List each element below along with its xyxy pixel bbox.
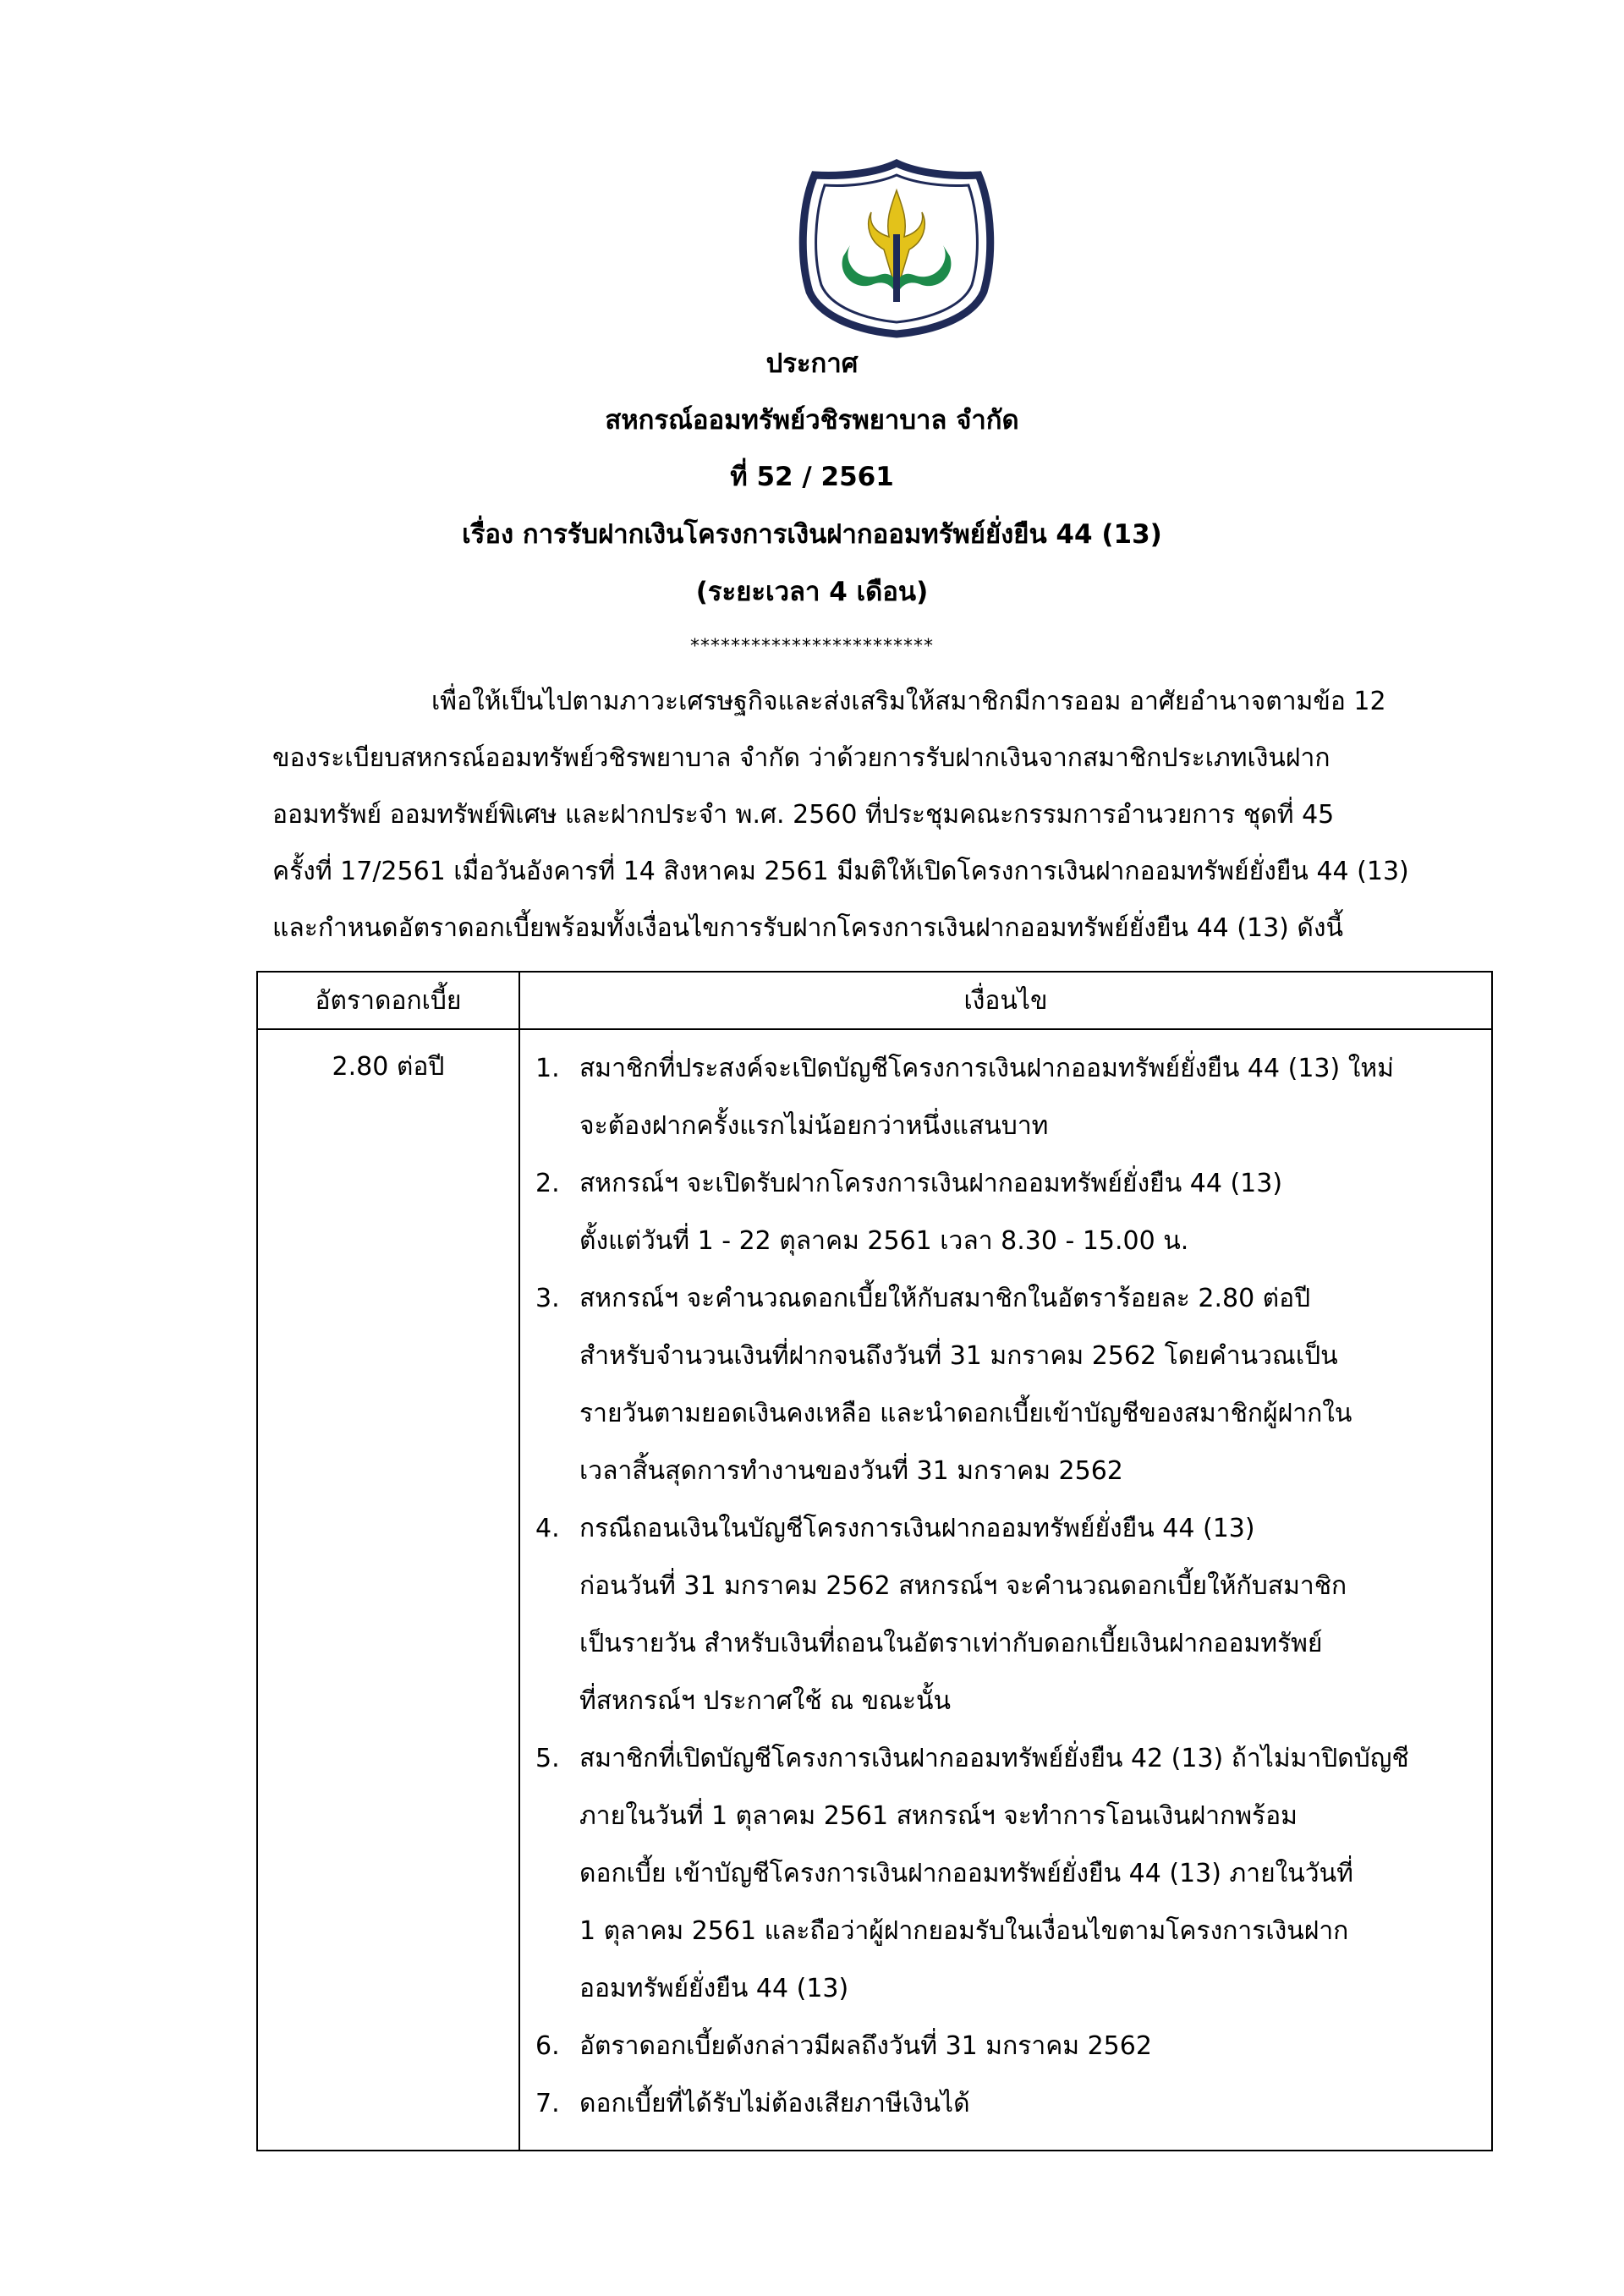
interest-rate-value: 2.80 ต่อปี [257,1029,519,2151]
intro-line-2: ของระเบียบสหกรณ์ออมทรัพย์วชิรพยาบาล จำกัด ว่าด้วยการรับฝากเงินจากสมาชิกประเภทเงินฝาก [272,743,1330,773]
conditions-table [256,971,1493,2151]
condition-text: ดอกเบี้ยที่ได้รับไม่ต้องเสียภาษีเงินได้ [579,2089,970,2118]
condition-text: สำหรับจำนวนเงินที่ฝากจนถึงวันที่ 31 มกราคม 2562 โดยคำนวณเป็น [579,1341,1338,1371]
condition-text: สหกรณ์ฯ จะเปิดรับฝากโครงการเงินฝากออมทรัพย์ยั่งยืน 44 (13) [579,1169,1283,1198]
header-conditions: เงื่อนไข [519,972,1492,1029]
condition-text: ดอกเบี้ย เข้าบัญชีโครงการเงินฝากออมทรัพย์ยั่งยืน 44 (13) ภายในวันที่ [579,1859,1353,1888]
condition-text: กรณีถอนเงินในบัญชีโครงการเงินฝากออมทรัพย์ยั่งยืน 44 (13) [579,1514,1255,1543]
organization-name: สหกรณ์ออมทรัพย์วชิรพยาบาล จำกัด [605,405,1019,436]
condition-text: รายวันตามยอดเงินคงเหลือ และนำดอกเบี้ยเข้าบัญชีของสมาชิกผู้ฝากใน [579,1399,1352,1428]
condition-text: จะต้องฝากครั้งแรกไม่น้อยกว่าหนึ่งแสนบาท [579,1111,1049,1141]
intro-line-4: ครั้งที่ 17/2561 เมื่อวันอังคารที่ 14 สิงหาคม 2561 มีมติให้เปิดโครงการเงินฝากออมทรัพย์ยั่งยืน 44 (13) [272,857,1409,886]
condition-number: 5. [535,1744,560,1773]
condition-item [535,1270,1491,1500]
announcement-number: ที่ 52 / 2561 [730,462,894,492]
condition-text: สมาชิกที่ประสงค์จะเปิดบัญชีโครงการเงินฝากออมทรัพย์ยั่งยืน 44 (13) ใหม่ [579,1054,1394,1083]
condition-text: สมาชิกที่เปิดบัญชีโครงการเงินฝากออมทรัพย์ยั่งยืน 42 (13) ถ้าไม่มาปิดบัญชี [579,1744,1409,1773]
announcement-title: ประกาศ [765,348,859,379]
condition-text: เป็นรายวัน สำหรับเงินที่ถอนในอัตราเท่ากับดอกเบี้ยเงินฝากออมทรัพย์ [579,1629,1323,1658]
condition-item [535,1040,1491,1155]
condition-text: ภายในวันที่ 1 ตุลาคม 2561 สหกรณ์ฯ จะทำการโอนเงินฝากพร้อม [579,1801,1298,1831]
condition-text: อัตราดอกเบี้ยดังกล่าวมีผลถึงวันที่ 31 มกราคม 2562 [579,2031,1152,2061]
announcement-duration: (ระยะเวลา 4 เดือน) [695,577,929,607]
condition-number: 3. [535,1284,560,1313]
condition-item [535,1730,1491,2018]
condition-text: ออมทรัพย์ยั่งยืน 44 (13) [579,1974,849,2003]
condition-text: ที่สหกรณ์ฯ ประกาศใช้ ณ ขณะนั้น [579,1686,952,1716]
cooperative-seal-logo [791,156,1002,338]
header-interest-rate: อัตราดอกเบี้ย [257,972,519,1029]
intro-line-3: ออมทรัพย์ ออมทรัพย์พิเศษ และฝากประจำ พ.ศ. 2560 ที่ประชุมคณะกรรมการอำนวยการ ชุดที่ 45 [272,800,1335,830]
conditions-list [519,1029,1492,2151]
condition-text: ก่อนวันที่ 31 มกราคม 2562 สหกรณ์ฯ จะคำนวณดอกเบี้ยให้กับสมาชิก [579,1571,1347,1601]
condition-item [535,1500,1491,1730]
intro-line-5: และกำหนดอัตราดอกเบี้ยพร้อมทั้งเงื่อนไขการรับฝากโครงการเงินฝากออมทรัพย์ยั่งยืน 44 (13) ดังนี้ [272,913,1344,943]
condition-item [535,2075,1491,2133]
condition-number: 2. [535,1169,560,1198]
condition-number: 6. [535,2031,560,2061]
condition-number: 4. [535,1514,560,1543]
intro-line-1: เพื่อให้เป็นไปตามภาวะเศรษฐกิจและส่งเสริมให้สมาชิกมีการออม อาศัยอำนาจตามข้อ 12 [431,687,1386,716]
condition-text: เวลาสิ้นสุดการทำงานของวันที่ 31 มกราคม 2562 [579,1456,1123,1486]
announcement-subject: เรื่อง การรับฝากเงินโครงการเงินฝากออมทรัพย์ยั่งยืน 44 (13) [462,519,1162,550]
condition-item [535,1155,1491,1270]
condition-number: 7. [535,2089,560,2118]
separator-stars: ************************ [690,636,934,657]
condition-text: 1 ตุลาคม 2561 และถือว่าผู้ฝากยอมรับในเงื่อนไขตามโครงการเงินฝาก [579,1916,1349,1946]
condition-text: ตั้งแต่วันที่ 1 - 22 ตุลาคม 2561 เวลา 8.30 - 15.00 น. [579,1226,1189,1256]
condition-number: 1. [535,1054,560,1083]
condition-text: สหกรณ์ฯ จะคำนวณดอกเบี้ยให้กับสมาชิกในอัตราร้อยละ 2.80 ต่อปี [579,1284,1311,1313]
condition-item [535,2018,1491,2075]
